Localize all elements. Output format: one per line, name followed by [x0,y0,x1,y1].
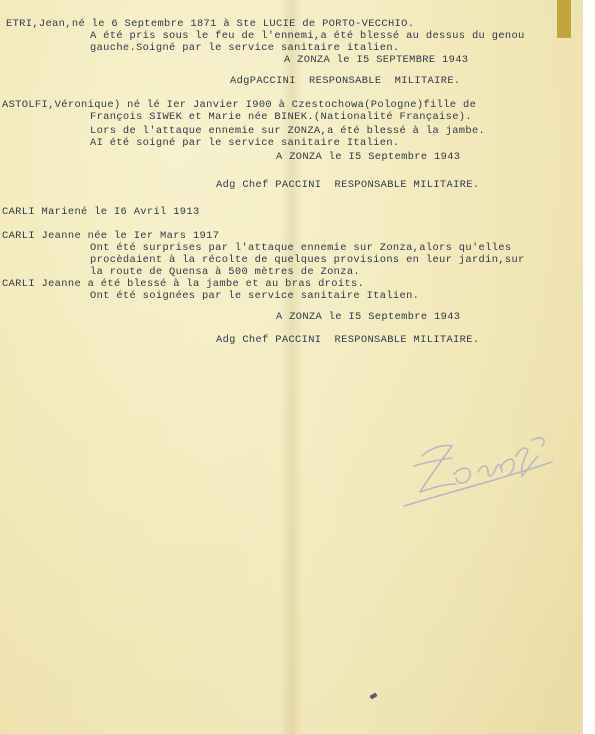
text-line-13: CARLI Jeanne née le Ier Mars 1917 [2,230,220,242]
text-line-9: AI été soigné par le service sanitaire Italien. [90,137,400,149]
text-line-4: A ZONZA le I5 SEPTEMBRE 1943 [284,54,469,66]
text-line-6: ASTOLFI,Véronique) né lé Ier Janvier I900 à Czestochowa(Pologne)fille de [2,99,477,111]
handwritten-signature [392,418,562,518]
text-line-2: A été pris sous le feu de l'ennemi,a été blessé au dessus du genou [90,30,525,42]
text-line-12: CARLI Mariené le I6 Avril 1913 [2,206,200,218]
ink-mark [369,693,377,700]
text-line-5: AdgPACCINI RESPONSABLE MILITAIRE. [230,75,461,87]
text-line-16: la route de Quensa à 500 mètres de Zonza. [90,266,361,278]
text-line-7: François SIWEK et Marie née BINEK.(Nationalité Française). [90,111,472,123]
text-line-20: Adg Chef PACCINI RESPONSABLE MILITAIRE. [216,334,480,346]
corner-mark [557,0,571,38]
text-line-18: Ont été soignées par le service sanitaire Italien. [90,290,420,302]
text-line-3: gauche.Soigné par le service sanitaire italien. [90,42,400,54]
text-line-15: procèdaient à la récolte de quelques provisions en leur jardin,sur [90,254,525,266]
text-line-11: Adg Chef PACCINI RESPONSABLE MILITAIRE. [216,179,480,191]
text-line-19: A ZONZA le I5 Septembre 1943 [276,311,461,323]
text-line-1: ETRI,Jean,né le 6 Septembre 1871 à Ste LUCIE de PORTO-VECCHIO. [6,18,415,30]
text-line-10: A ZONZA le I5 Septembre 1943 [276,151,461,163]
text-line-17: CARLI Jeanne a été blessé à la jambe et au bras droits. [2,278,365,290]
text-line-8: Lors de l'attaque ennemie sur ZONZA,a été blessé à la jambe. [90,125,486,137]
text-line-14: Ont été surprises par l'attaque ennemie sur Zonza,alors qu'elles [90,242,512,254]
